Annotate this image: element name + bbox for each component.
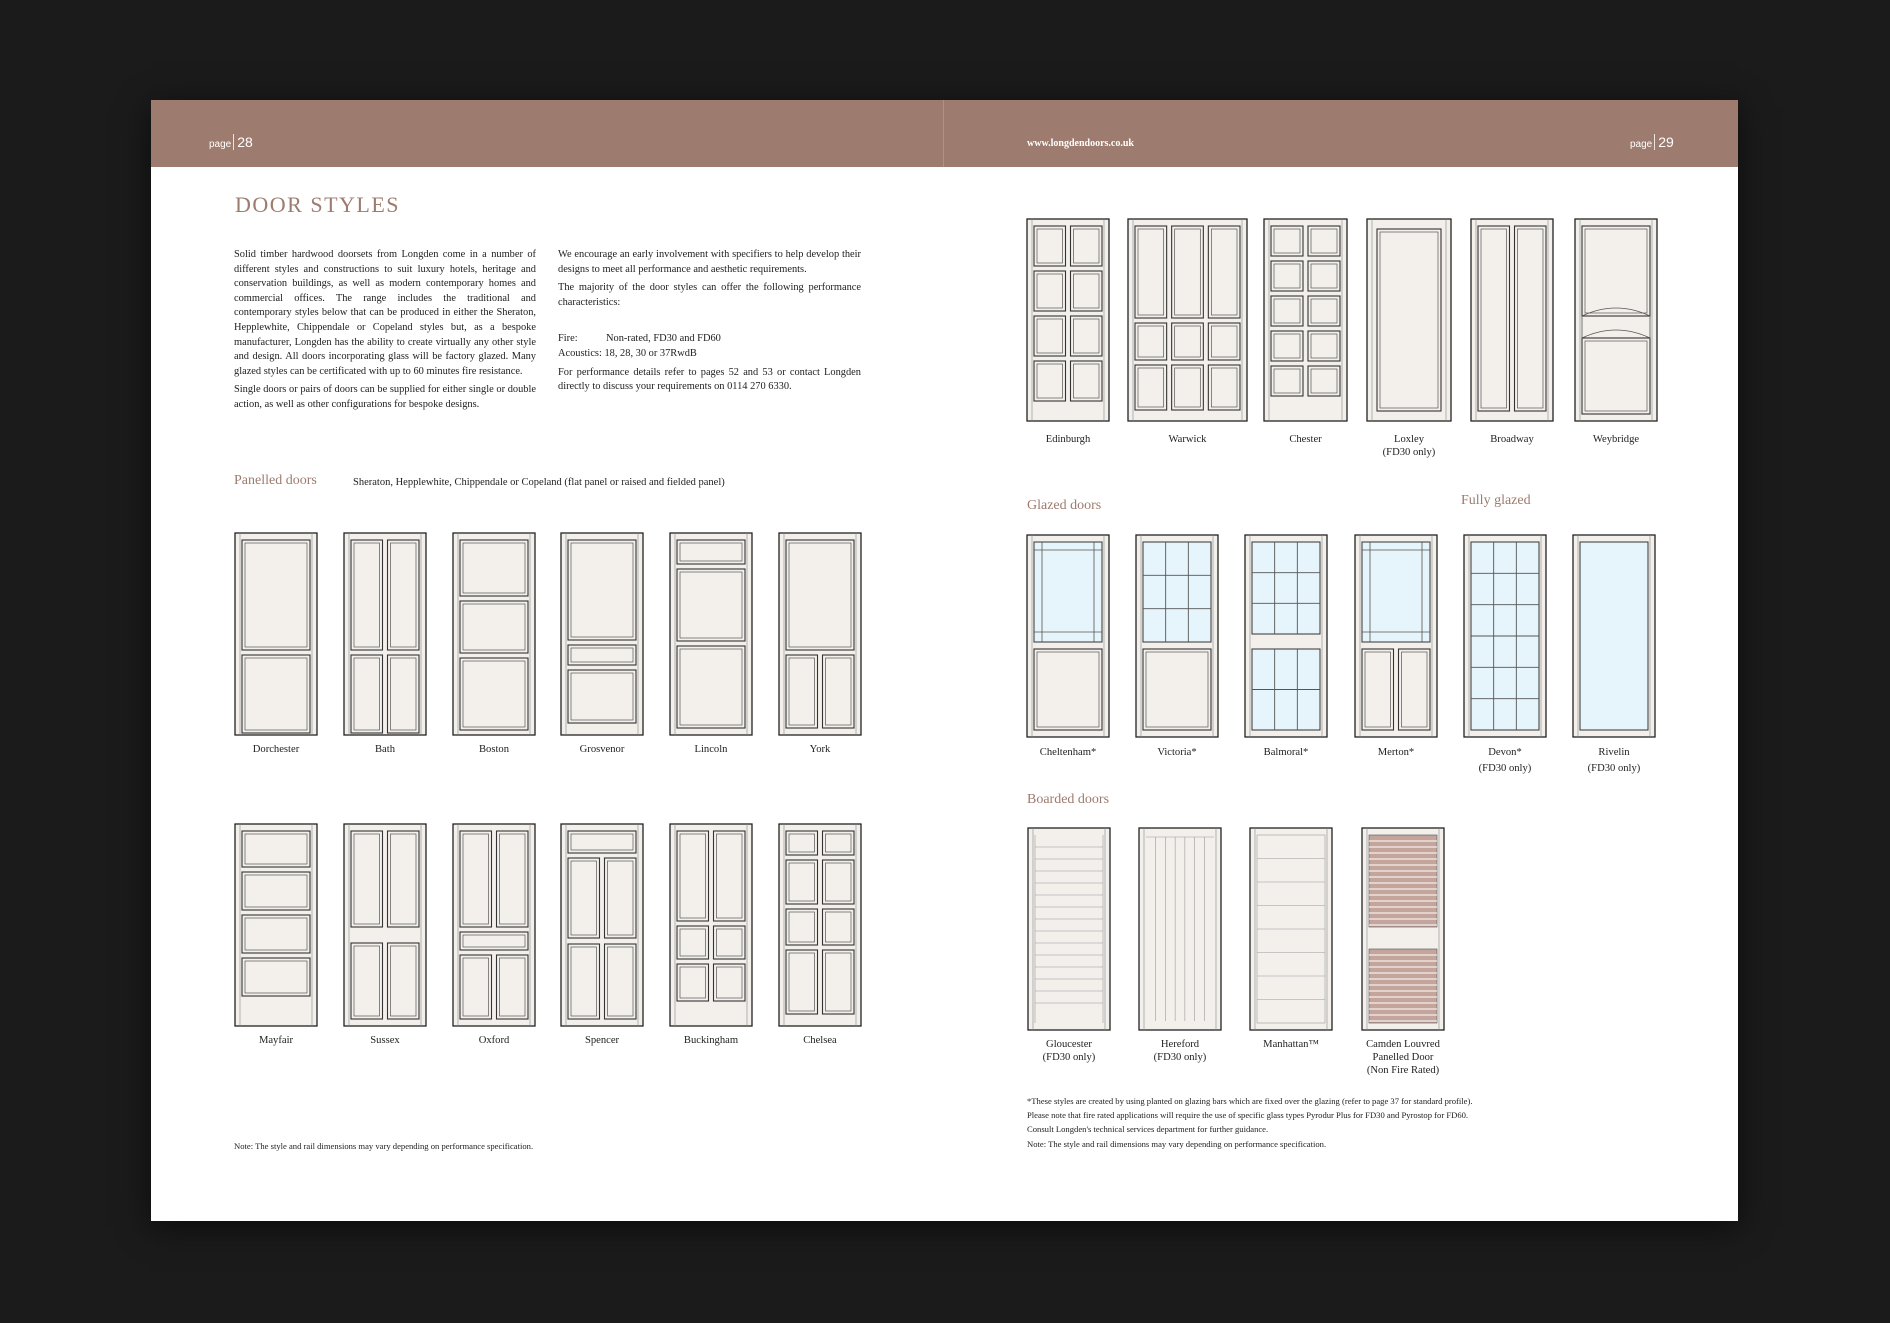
page-title: DOOR STYLES (235, 192, 401, 217)
door-name-label: Chester (1289, 434, 1322, 445)
boarded-door-drawing (1361, 827, 1445, 1031)
door-panel (786, 950, 818, 1014)
door-note-label: (FD30 only) (1478, 763, 1532, 774)
door-panel (823, 860, 855, 904)
door-name-label: Balmoral* (1263, 747, 1309, 758)
style-door-drawing (1470, 218, 1554, 422)
panelled-door-drawing (452, 532, 536, 736)
door-panel (677, 831, 709, 921)
door-name-label: Boston (478, 744, 510, 755)
door-panel (1071, 271, 1103, 311)
left-page-num: 28 (233, 134, 253, 150)
door-panel (1071, 361, 1103, 401)
door-note-label: (FD30 only) (1587, 763, 1641, 774)
panelled-door-drawing (452, 823, 536, 1027)
door-panel (1478, 226, 1510, 411)
door-panel (1308, 296, 1340, 326)
door-name-label: Dorchester (252, 744, 300, 755)
page-gutter (943, 100, 944, 167)
door-panel (242, 831, 310, 867)
door-panel (786, 909, 818, 945)
panelled-door-drawing (560, 532, 644, 736)
door-note-label: (FD30 only) (1042, 1052, 1096, 1063)
footnote-line: Please note that fire rated applications will require the use of specific glass types Pyrodur Plus for FD30 and Pyrostop for FD60. (1027, 1110, 1469, 1121)
louvre-panel (1369, 949, 1437, 1023)
door-svg (1249, 827, 1333, 1031)
style-door-drawing (1127, 218, 1248, 422)
boarded-door-drawing (1249, 827, 1333, 1031)
door-panel (388, 540, 420, 650)
door-panel (1271, 331, 1303, 361)
door-frame (1139, 828, 1221, 1030)
panelled-door-drawing (343, 823, 427, 1027)
glazed-door-drawing (1026, 534, 1110, 738)
door-panel (1143, 649, 1211, 730)
door-panel (568, 540, 636, 640)
door-panel (1208, 365, 1240, 410)
intro-left-column (234, 248, 536, 417)
glazed-door-drawing (1463, 534, 1547, 738)
door-panel (1034, 271, 1066, 311)
door-panel (1399, 649, 1431, 730)
door-panel (1308, 366, 1340, 396)
door-panel (497, 955, 529, 1019)
door-panel (1034, 649, 1102, 730)
footnote-line: Note: The style and rail dimensions may vary depending on performance specification. (1027, 1138, 1327, 1149)
door-name-label: Sussex (370, 1035, 400, 1046)
door-panel (242, 958, 310, 996)
style-door-drawing (1574, 218, 1658, 422)
door-panel (677, 926, 709, 959)
door-panel (1135, 365, 1167, 410)
door-note-label: (Non Fire Rated) (1366, 1065, 1440, 1076)
door-panel (823, 950, 855, 1014)
door-svg (1138, 827, 1222, 1031)
door-name-label: Mayfair (258, 1035, 294, 1046)
style-door-drawing (1263, 218, 1348, 422)
door-panel (714, 831, 746, 921)
door-svg (1463, 534, 1547, 738)
glazed-heading: Glazed doors (1027, 498, 1102, 513)
door-name-label: Broadway (1490, 434, 1534, 445)
door-svg (1026, 534, 1110, 738)
door-panel (677, 569, 745, 641)
door-name-label: Edinburgh (1045, 434, 1091, 445)
panelled-heading: Panelled doors (234, 473, 317, 488)
fire-value: Non-rated, FD30 and FD60 (606, 333, 721, 345)
door-panel (460, 955, 492, 1019)
door-panel (1377, 229, 1441, 411)
panelled-door-drawing (778, 532, 862, 736)
door-panel (1308, 261, 1340, 291)
door-panel (351, 831, 383, 927)
intro-paragraph: We encourage an early involvement with specifiers to help develop their designs to meet all performance and aesthetic requirements. (558, 249, 861, 275)
style-door-drawing (1026, 218, 1110, 422)
door-panel (605, 858, 637, 938)
door-svg (234, 823, 318, 1027)
door-svg (778, 532, 862, 736)
left-page-number (209, 134, 253, 152)
door-svg (452, 532, 536, 736)
door-panel (1034, 316, 1066, 356)
door-name-label: Warwick (1168, 434, 1207, 445)
door-panel (351, 943, 383, 1019)
door-panel (388, 943, 420, 1019)
door-name-label: Oxford (478, 1035, 510, 1046)
door-panel (714, 926, 746, 959)
door-panel (786, 860, 818, 904)
door-name-label: Bath (374, 744, 395, 755)
panelled-door-drawing (234, 532, 318, 736)
door-panel (786, 540, 854, 650)
door-name-label: Rivelin (1598, 747, 1630, 758)
door-panel (568, 670, 636, 723)
glazed-door-drawing (1135, 534, 1219, 738)
left-footnote: Note: The style and rail dimensions may vary depending on performance specification. (234, 1141, 534, 1151)
intro-right-column (558, 248, 861, 399)
door-panel (1135, 226, 1167, 318)
door-panel (1271, 261, 1303, 291)
door-panel (677, 964, 709, 1001)
panelled-door-drawing (234, 823, 318, 1027)
door-panel (1208, 226, 1240, 318)
right-page-num: 29 (1654, 134, 1674, 150)
door-name-label: Chelsea (803, 1035, 837, 1046)
door-svg (1574, 218, 1658, 422)
door-svg (778, 823, 862, 1027)
glass-pane (1034, 542, 1102, 642)
brochure-spread (151, 100, 1738, 1221)
door-note-label: (FD30 only) (1153, 1052, 1207, 1063)
door-panel (1271, 226, 1303, 256)
door-svg (1366, 218, 1452, 422)
door-svg (560, 823, 644, 1027)
website-url[interactable]: www.longdendoors.co.uk (1027, 138, 1134, 149)
fire-label: Fire: (558, 333, 578, 345)
panelled-door-drawing (669, 532, 753, 736)
door-panel (242, 872, 310, 910)
boarded-heading: Boarded doors (1027, 792, 1110, 807)
door-panel (568, 858, 600, 938)
door-panel (351, 540, 383, 650)
fire-rating (558, 332, 861, 347)
door-frame (1028, 828, 1110, 1030)
door-panel (242, 915, 310, 953)
door-name-label: Loxley (1393, 434, 1424, 445)
door-panel (1582, 338, 1650, 414)
door-name-label: Hereford (1160, 1039, 1200, 1050)
door-svg (452, 823, 536, 1027)
door-svg (1572, 534, 1656, 738)
door-svg (669, 532, 753, 736)
panelled-door-drawing (778, 823, 862, 1027)
door-note-label: (FD30 only) (1382, 447, 1436, 458)
right-page-label: page (1630, 139, 1653, 150)
door-name-label: York (809, 744, 831, 755)
intro-paragraph: Single doors or pairs of doors can be supplied for either single or double action, as well as other configurations for bespoke designs. (234, 384, 536, 410)
door-svg (234, 532, 318, 736)
door-name-label: Victoria* (1157, 747, 1197, 758)
door-panel (460, 601, 528, 653)
door-svg (1135, 534, 1219, 738)
door-svg (1127, 218, 1248, 422)
door-panel (568, 944, 600, 1019)
door-panel (1172, 365, 1204, 410)
door-panel (677, 540, 745, 564)
door-name-label: Spencer (584, 1035, 620, 1046)
door-panel (1308, 331, 1340, 361)
door-panel (823, 831, 855, 855)
glass-pane (1143, 542, 1211, 642)
door-svg (669, 823, 753, 1027)
intro-paragraph: For performance details refer to pages 52 and 53 or contact Longden directly to discuss your requirements on 0114 270 6330. (558, 366, 861, 393)
door-panel (605, 944, 637, 1019)
door-panel (823, 909, 855, 945)
door-panel (351, 655, 383, 733)
panelled-subtitle: Sheraton, Hepplewhite, Chippendale or Copeland (flat panel or raised and fielded panel) (353, 477, 725, 488)
door-panel (460, 831, 492, 927)
glazed-door-drawing (1244, 534, 1328, 738)
door-panel (714, 964, 746, 1001)
intro-paragraph: Solid timber hardwood doorsets from Longden come in a number of different styles and constructions to suit luxury hotels, heritage and conservation buildings, as well as modern contemporary homes and commercial offices. The range includes the traditional and contemporary styles below that can be produced in either the Sheraton, Hepplewhite, Chippendale or Copeland styles but, as a bespoke manufacturer, Longden has the ability to create virtually any other style and design. All doors incorporating glass will be factory glazed. Many glazed styles can be certificated with up to 60 minutes fire resistance. (234, 249, 536, 377)
door-name-label: Gloucester (1046, 1039, 1092, 1050)
door-name-label: Weybridge (1592, 434, 1640, 445)
panelled-door-drawing (669, 823, 753, 1027)
door-panel (1362, 649, 1394, 730)
door-svg (1027, 827, 1111, 1031)
door-name-label: Buckingham (683, 1035, 739, 1046)
intro-paragraph: The majority of the door styles can offer the following performance characteristics: (558, 282, 861, 308)
boarded-door-drawing (1027, 827, 1111, 1031)
door-svg (343, 823, 427, 1027)
glazed-door-drawing (1572, 534, 1656, 738)
door-panel (1208, 323, 1240, 360)
door-panel (460, 540, 528, 596)
door-panel (786, 655, 818, 728)
door-panel (497, 831, 529, 927)
style-door-drawing (1366, 218, 1452, 422)
right-page-number (1630, 134, 1674, 152)
footnote-line: *These styles are created by using planted on glazing bars which are fixed over the glazing (refer to page 37 for standard profile). (1027, 1096, 1473, 1106)
door-name-label: Manhattan™ (1263, 1039, 1319, 1050)
glass-pane (1580, 542, 1648, 730)
door-svg (1026, 218, 1110, 422)
door-panel (460, 658, 528, 730)
door-panel (1582, 226, 1650, 316)
door-svg (1361, 827, 1445, 1031)
panelled-door-drawing (343, 532, 427, 736)
door-panel (1515, 226, 1547, 411)
door-panel (1172, 323, 1204, 360)
door-panel (1071, 316, 1103, 356)
header-band (151, 100, 1738, 167)
door-name-label: Camden Louvred (1366, 1039, 1440, 1050)
door-name-label: Lincoln (694, 744, 728, 755)
door-panel (1271, 366, 1303, 396)
boarded-door-drawing (1138, 827, 1222, 1031)
door-panel (823, 655, 855, 728)
panelled-door-drawing (560, 823, 644, 1027)
door-panel (1172, 226, 1204, 318)
door-name-label: Devon* (1488, 747, 1522, 758)
door-svg (560, 532, 644, 736)
door-svg (343, 532, 427, 736)
door-panel (786, 831, 818, 855)
door-panel (677, 646, 745, 728)
door-name-label: Cheltenham* (1039, 747, 1097, 758)
door-panel (242, 540, 310, 650)
fully-glazed-heading: Fully glazed (1461, 493, 1531, 508)
door-svg (1263, 218, 1348, 422)
right-footnotes (1027, 1094, 1473, 1151)
door-name-label: Merton* (1377, 747, 1415, 758)
door-svg (1244, 534, 1328, 738)
acoustics-rating: Acoustics: 18, 28, 30 or 37RwdB (558, 347, 697, 359)
door-note-label: Panelled Door (1372, 1052, 1434, 1063)
door-svg (1470, 218, 1554, 422)
footnote-line: Consult Longden's technical services department for further guidance. (1027, 1124, 1269, 1135)
door-panel (1071, 226, 1103, 266)
door-panel (242, 655, 310, 733)
door-panel (388, 831, 420, 927)
door-name-label: Grosvenor (579, 744, 625, 755)
glass-pane (1362, 542, 1430, 642)
door-panel (1308, 226, 1340, 256)
door-panel (1034, 226, 1066, 266)
door-panel (1271, 296, 1303, 326)
glazed-door-drawing (1354, 534, 1438, 738)
left-page-label: page (209, 139, 232, 150)
door-panel (388, 655, 420, 733)
door-panel (1135, 323, 1167, 360)
glass-pane (1252, 542, 1320, 634)
door-panel (1034, 361, 1066, 401)
door-svg (1354, 534, 1438, 738)
